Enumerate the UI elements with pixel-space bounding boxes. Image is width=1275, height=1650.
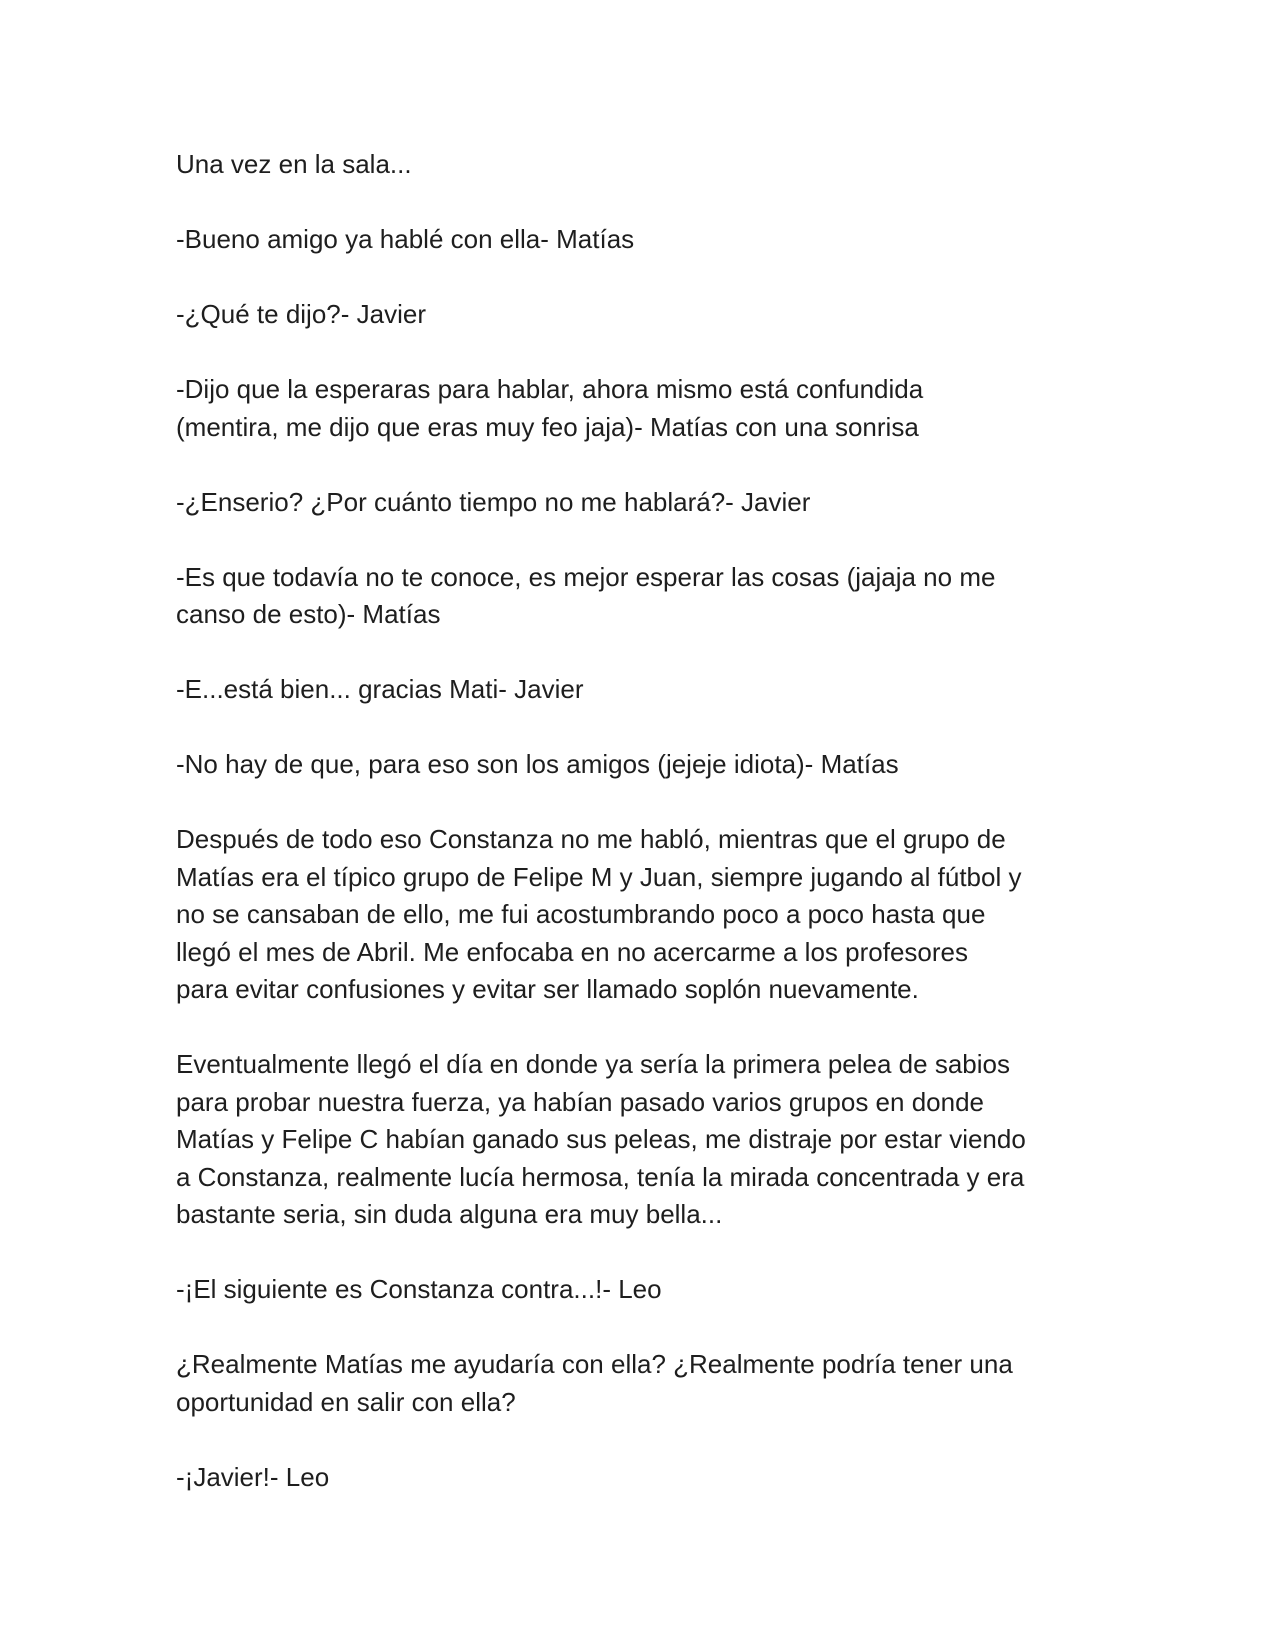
paragraph (176, 559, 1106, 634)
paragraph (176, 484, 1106, 522)
text-line: oportunidad en salir con ella? (176, 1386, 516, 1417)
paragraph (176, 371, 1106, 446)
text-line: Matías y Felipe C habían ganado sus peleas, me distraje por estar viendo (176, 1124, 1026, 1154)
paragraph (176, 1046, 1106, 1234)
text-line: -¡Javier!- Leo (176, 1461, 330, 1492)
text-line: para evitar confusiones y evitar ser llamado soplón nuevamente. (176, 974, 919, 1004)
paragraph (176, 746, 1106, 784)
paragraph (176, 1459, 1106, 1497)
paragraph (176, 221, 1106, 259)
text-line: ¿Realmente Matías me ayudaría con ella? ¿Realmente podría tener una (176, 1349, 1013, 1379)
text-line: -Bueno amigo ya hablé con ella- Matías (176, 224, 635, 254)
text-line: Matías era el típico grupo de Felipe M y Juan, siempre jugando al fútbol y (176, 861, 1022, 892)
text-line: -¿Qué te dijo?- Javier (176, 299, 426, 329)
text-line: -¡El siguiente es Constanza contra...!- Leo (176, 1274, 662, 1304)
text-line: canso de esto)- Matías (176, 599, 441, 629)
text-line: no se cansaban de ello, me fui acostumbrando poco a poco hasta que (176, 899, 986, 929)
text-line: -¿Enserio? ¿Por cuánto tiempo no me hablará?- Javier (176, 486, 811, 517)
text-line: llegó el mes de Abril. Me enfocaba en no acercarme a los profesores (176, 936, 968, 967)
paragraph (176, 1346, 1106, 1421)
document-body (176, 146, 1106, 1534)
text-line: -No hay de que, para eso son los amigos (jejeje idiota)- Matías (176, 749, 899, 779)
text-line: a Constanza, realmente lucía hermosa, tenía la mirada concentrada y era (176, 1161, 1025, 1192)
paragraph (176, 671, 1106, 709)
text-line: -Es que todavía no te conoce, es mejor esperar las cosas (jajaja no me (176, 561, 996, 592)
text-line: -Dijo que la esperaras para hablar, ahora mismo está confundida (176, 374, 924, 404)
paragraph (176, 296, 1106, 334)
paragraph (176, 1271, 1106, 1309)
text-line: -E...está bien... gracias Mati- Javier (176, 674, 584, 704)
paragraph (176, 146, 1106, 184)
text-line: para probar nuestra fuerza, ya habían pasado varios grupos en donde (176, 1086, 984, 1117)
text-line: Eventualmente llegó el día en donde ya sería la primera pelea de sabios (176, 1049, 1010, 1079)
text-line: Una vez en la sala... (176, 149, 412, 179)
text-line: (mentira, me dijo que eras muy feo jaja)- Matías con una sonrisa (176, 411, 919, 442)
text-line: bastante seria, sin duda alguna era muy bella... (176, 1199, 723, 1229)
text-line: Después de todo eso Constanza no me habló, mientras que el grupo de (176, 824, 1006, 854)
paragraph (176, 821, 1106, 1009)
